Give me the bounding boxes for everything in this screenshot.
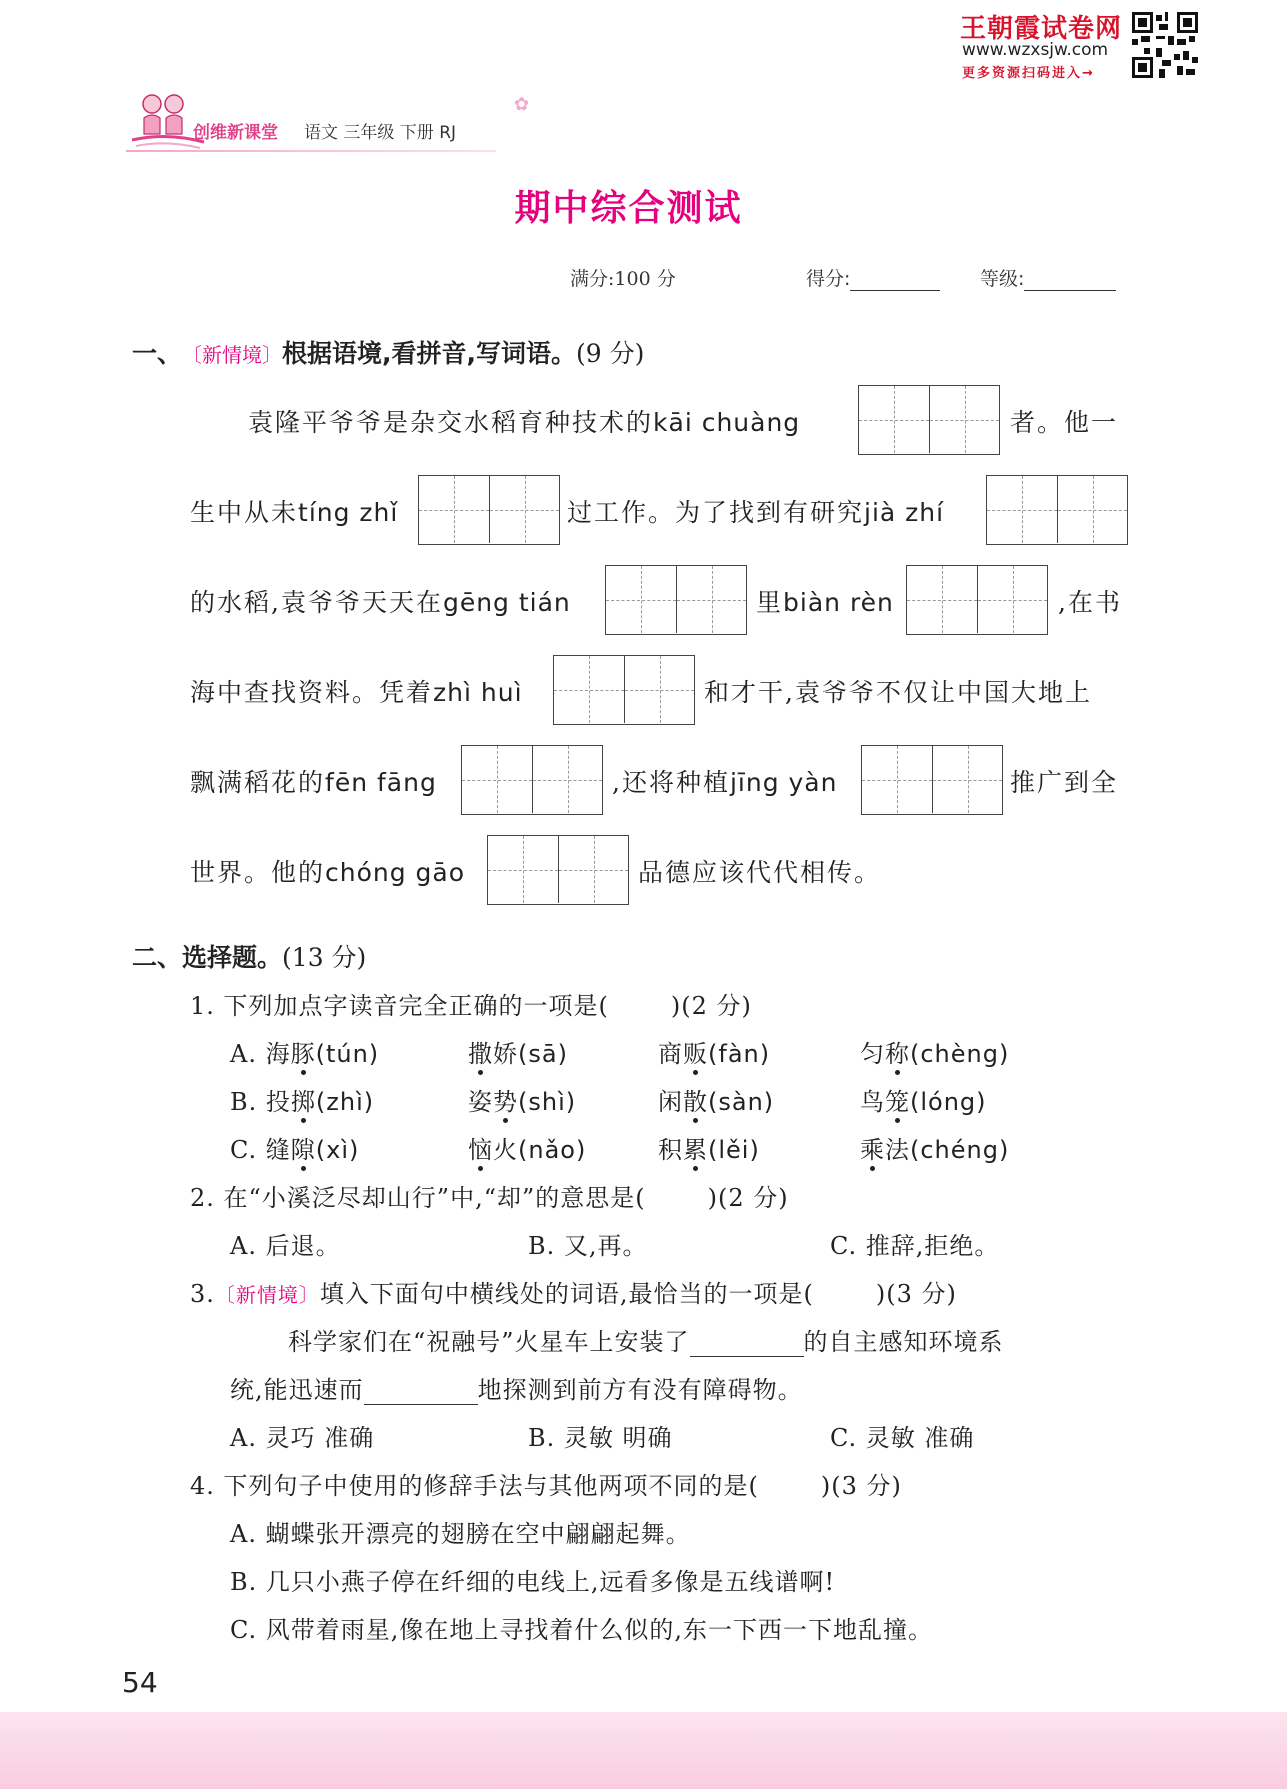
q3-option-c[interactable]: C. 灵敏 准确: [830, 1424, 975, 1452]
section-2-heading: [132, 938, 366, 974]
site-subtitle: 更多资源扫码进入→: [962, 66, 1095, 81]
question-text: 2. 在“小溪泛尽却山行”中,“却”的意思是(: [190, 1184, 646, 1212]
passage-line: [190, 493, 398, 529]
score-label: 得分:: [806, 268, 851, 290]
section-number: 一、: [132, 339, 183, 368]
score-blank[interactable]: [850, 290, 940, 291]
q4-option-b[interactable]: B. 几只小燕子停在纤细的电线上,远看多像是五线谱啊!: [230, 1568, 836, 1596]
question-text: 填入下面句中横线处的词语,最恰当的一项是(: [319, 1280, 814, 1308]
q1-option-a-word-2: 撒娇(sā): [468, 1040, 568, 1068]
answer-box-jing-yan[interactable]: [861, 745, 1003, 815]
passage-text: 世界。他的: [190, 858, 326, 887]
question-3-stem: [190, 1274, 957, 1309]
q3-sentence-line-2: 统,能迅速而 地探测到前方有没有障碍物。: [230, 1376, 803, 1404]
q1-option-b-word-2: 姿势(shì): [468, 1088, 577, 1116]
passage-text: 海中查找资料。凭着: [190, 678, 434, 707]
question-4-stem: [190, 1466, 902, 1501]
passage-text: 过工作。为了找到有研究: [567, 498, 865, 527]
question-points: )(2 分): [670, 992, 752, 1020]
pinyin: zhì huì: [433, 678, 523, 707]
answer-box-jia-zhi[interactable]: [986, 475, 1128, 545]
passage-text: 者。他一: [1010, 408, 1119, 437]
passage-text: ,在书: [1058, 588, 1122, 617]
q3-blank-2[interactable]: [364, 1380, 478, 1405]
passage-text: ,还将种植: [612, 768, 730, 797]
q1-option-a-word-4: 匀称(chèng): [860, 1040, 1010, 1068]
question-points: )(2 分): [707, 1184, 789, 1212]
grade-field[interactable]: [980, 264, 1116, 291]
header-divider: [126, 150, 496, 152]
q1-option-c[interactable]: C. 缝隙(xì): [230, 1136, 360, 1164]
section-points: (13 分): [282, 943, 367, 972]
passage-line: [248, 403, 800, 439]
footer-band: [0, 1712, 1287, 1789]
question-points: )(3 分): [875, 1280, 957, 1308]
pinyin: jià zhí: [864, 498, 945, 527]
site-url[interactable]: www.wzxsjw.com: [962, 40, 1109, 60]
passage-text: 袁隆平爷爷是杂交水稻育种技术的: [248, 408, 654, 437]
passage-line: [567, 493, 944, 529]
question-text: 4. 下列句子中使用的修辞手法与其他两项不同的是(: [190, 1472, 759, 1500]
q2-option-c[interactable]: C. 推辞,拒绝。: [830, 1232, 1000, 1260]
section-number: 二、: [132, 943, 183, 972]
site-name: 王朝霞试卷网: [960, 14, 1123, 44]
q2-option-b[interactable]: B. 又,再。: [528, 1232, 648, 1260]
grade-label: 等级:: [980, 268, 1025, 290]
question-2-stem: [190, 1178, 789, 1213]
brand-name: 创维新课堂: [193, 123, 278, 143]
q1-option-c-word-3: 积累(lěi): [658, 1136, 760, 1164]
answer-box-fen-fang[interactable]: [461, 745, 603, 815]
section-title: 选择题。: [182, 943, 283, 972]
q2-option-a[interactable]: A. 后退。: [230, 1232, 341, 1260]
q3-option-b[interactable]: B. 灵敏 明确: [528, 1424, 673, 1452]
pinyin: fēn fāng: [325, 768, 437, 797]
answer-box-zhi-hui[interactable]: [553, 655, 695, 725]
passage-line: [190, 763, 437, 799]
passage-text: 生中从未: [190, 498, 299, 527]
full-score: 满分:100 分: [570, 268, 676, 290]
q1-option-b-word-3: 闲散(sàn): [658, 1088, 775, 1116]
passage-line: [612, 763, 837, 799]
pinyin: chóng gāo: [325, 858, 466, 887]
passage-text: 里: [756, 588, 784, 617]
question-points: )(3 分): [820, 1472, 902, 1500]
question-number: 3.: [190, 1280, 215, 1308]
passage-line: [756, 583, 894, 619]
passage-line: [190, 853, 465, 889]
section-title: 根据语境,看拼音,写词语。: [282, 339, 577, 368]
q3-sentence-line-1: 科学家们在“祝融号”火星车上安装了 的自主感知环境系: [288, 1328, 1004, 1356]
q1-option-c-word-2: 恼火(nǎo): [468, 1136, 587, 1164]
passage-line: [190, 673, 523, 709]
page-number: 54: [122, 1666, 158, 1699]
passage-line: [190, 583, 571, 619]
score-field[interactable]: [806, 264, 940, 291]
flower-icon: ✿: [514, 94, 530, 115]
passage-text: 和才干,袁爷爷不仅让中国大地上: [704, 678, 1092, 707]
passage-text: 推广到全: [1010, 768, 1119, 797]
q1-option-b[interactable]: B. 投掷(zhì): [230, 1088, 375, 1116]
pinyin: jīng yàn: [729, 768, 838, 797]
section-1-heading: [132, 334, 644, 370]
answer-box-chong-gao[interactable]: [487, 835, 629, 905]
new-context-tag: 〔新情境〕: [214, 1283, 320, 1307]
pinyin: tíng zhǐ: [298, 498, 399, 527]
new-context-tag: 〔新情境〕: [182, 343, 283, 367]
answer-box-kai-chuang[interactable]: [858, 385, 1000, 455]
pinyin: gēng tián: [442, 588, 571, 617]
passage-text: 品德应该代代相传。: [638, 858, 882, 887]
answer-box-geng-tian[interactable]: [605, 565, 747, 635]
section-points: (9 分): [576, 339, 645, 368]
passage-text: 的水稻,袁爷爷天天在: [190, 588, 443, 617]
q1-option-a[interactable]: A. 海豚(tún): [230, 1040, 380, 1068]
answer-box-ting-zhi[interactable]: [418, 475, 560, 545]
qr-code-icon[interactable]: [1132, 12, 1198, 78]
q4-option-a[interactable]: A. 蝴蝶张开漂亮的翅膀在空中翩翩起舞。: [230, 1520, 691, 1548]
q1-option-a-word-3: 商贩(fàn): [658, 1040, 771, 1068]
grade-blank[interactable]: [1024, 290, 1116, 291]
q4-option-c[interactable]: C. 风带着雨星,像在地上寻找着什么似的,东一下西一下地乱撞。: [230, 1616, 934, 1644]
q3-option-a[interactable]: A. 灵巧 准确: [230, 1424, 375, 1452]
q3-blank-1[interactable]: [690, 1332, 804, 1357]
book-info: 语文 三年级 下册 RJ: [304, 123, 457, 143]
answer-box-bian-ren[interactable]: [906, 565, 1048, 635]
q1-option-c-word-4: 乘法(chéng): [860, 1136, 1010, 1164]
pinyin: kāi chuàng: [653, 408, 801, 437]
pinyin: biàn rèn: [783, 588, 894, 617]
page-title: 期中综合测试: [514, 188, 743, 229]
passage-text: 飘满稻花的: [190, 768, 326, 797]
question-text: 1. 下列加点字读音完全正确的一项是(: [190, 992, 609, 1020]
q1-option-b-word-4: 鸟笼(lóng): [860, 1088, 987, 1116]
question-1-stem: [190, 986, 752, 1021]
